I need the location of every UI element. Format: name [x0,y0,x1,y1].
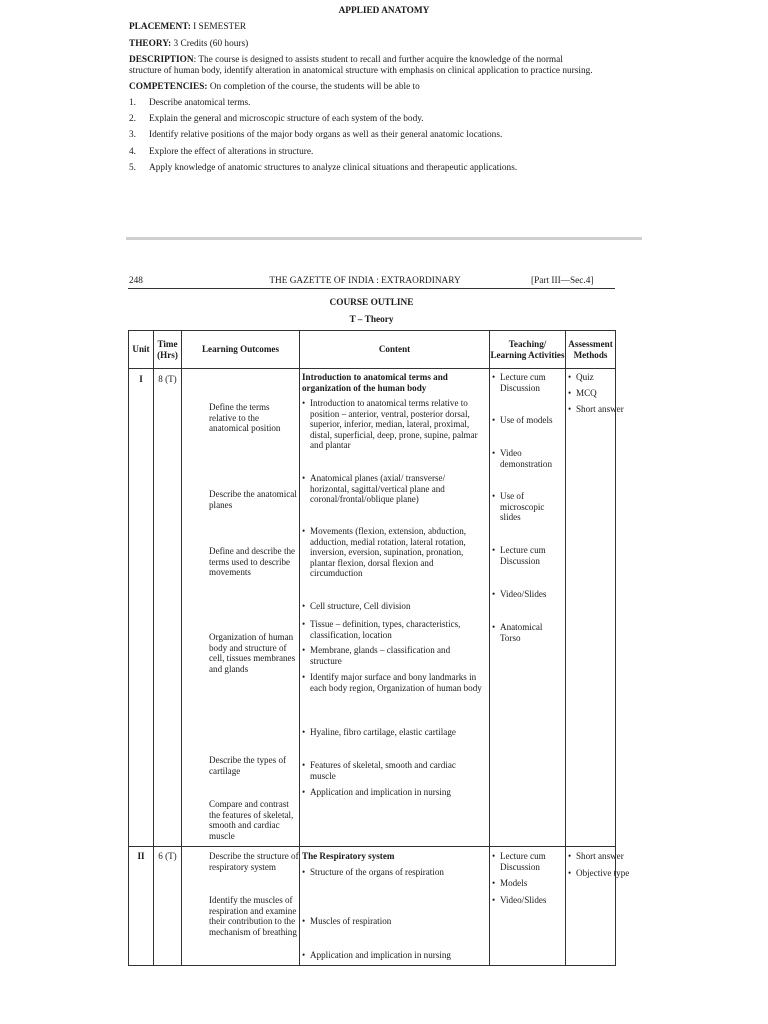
unit-number: I [139,374,143,384]
content-item: • Hyaline, fibro cartilage, elastic cartilage [310,727,488,738]
content-item: • Muscles of respiration [310,916,488,927]
document-title: APPLIED ANATOMY [338,6,430,16]
unit-number: II [137,851,145,861]
activity-item: • Lecture cum Discussion [500,372,562,393]
table-row [129,369,616,847]
placement-line [129,22,246,33]
table-row [129,847,616,966]
learning-outcome: Compare and contrast the features of skeletal, smooth and cardiac muscle [209,799,294,841]
learning-outcome: Organization of human body and structure of cell, tissues membranes and glands [209,632,296,674]
content-item: • Introduction to anatomical terms relative to position – anterior, ventral, posterior dorsal, superior, inferior, median, lateral, proximal, distal, superficial, deep, prone, supine, palmar and plantar [310,398,488,451]
unit-time: 8 (T) [158,374,177,384]
column-header: Teaching/ Learning Activities [490,331,566,369]
content-item: • Identify major surface and bony landmarks in each body region, Organization of human body [310,672,488,693]
content-item: • Structure of the organs of respiration [310,867,488,878]
content-item: • Features of skeletal, smooth and cardiac muscle [310,760,470,781]
activity-item: • Video/Slides [500,589,562,600]
column-header: Content [300,331,490,369]
description-line1: : The course is designed to assists student to recall and further acquire the knowledge of the normal [193,55,563,65]
activity-item: • Use of models [500,415,562,426]
course-outline-table [128,330,630,966]
column-header: Learning Outcomes [182,331,300,369]
content-item: • Tissue – definition, types, characteristics, classification, location [310,619,480,640]
list-item: Apply knowledge of anatomic structures to analyze clinical situations and therapeutic applications. [149,163,518,173]
learning-outcome: Define the terms relative to the anatomical position [209,402,281,433]
description-label: DESCRIPTION [129,55,194,65]
content-item: • Movements (flexion, extension, abduction, adduction, medial rotation, lateral rotation, inversion, eversion, supination, pronation, plantar flexion, dorsal flexion and circumduction [310,526,482,579]
list-number: 3. [129,130,136,140]
assessment-item: • Quiz [576,372,616,383]
list-number: 1. [129,98,136,108]
learning-outcome: Describe the types of cartilage [209,755,287,776]
header-rule [128,288,615,289]
activity-item: • Anatomical Torso [500,622,562,643]
content-item: • Application and implication in nursing [310,950,488,961]
assessment-item: • Short answer [576,851,636,862]
description-line2: structure of human body, identify alteration in anatomical structure with emphasis on clinical application to practice nursing. [129,66,593,76]
column-header: Unit [129,331,154,369]
theory-value: 3 Credits (60 hours) [173,39,249,49]
assessment-item: • MCQ [576,388,616,399]
assessment-item: • Objective type [576,868,636,879]
table-header-row [129,331,616,369]
assessment-item: • Short answer [576,404,636,415]
page-divider [126,237,642,240]
activity-item: • Models [500,878,562,889]
placement-value: I SEMESTER [193,22,247,32]
activity-item: • Lecture cum Discussion [500,545,562,566]
activity-item: • Lecture cum Discussion [500,851,562,872]
unit-time: 6 (T) [158,851,177,861]
learning-outcome: Describe the anatomical planes [209,489,297,510]
gazette-title: THE GAZETTE OF INDIA : EXTRAORDINARY [269,276,461,286]
content-item: • Anatomical planes (axial/ transverse/ horizontal, sagittal/vertical plane and coronal/frontal/oblique plane) [310,473,470,505]
column-header: Time (Hrs) [154,331,182,369]
content-heading: Introduction to anatomical terms and organization of the human body [302,372,448,393]
activity-item: • Video/Slides [500,895,562,906]
outline-title: COURSE OUTLINE [329,298,414,308]
competencies-label: COMPETENCIES: [129,82,208,92]
competencies-line [129,82,420,93]
content-heading: The Respiratory system [302,851,395,861]
placement-label: PLACEMENT: [129,22,191,32]
list-item: Explore the effect of alterations in structure. [149,147,314,157]
list-number: 2. [129,114,136,124]
theory-label: THEORY: [129,39,172,49]
content-item: • Membrane, glands – classification and structure [310,645,470,666]
list-number: 5. [129,163,136,173]
competencies-value: On completion of the course, the students will be able to [209,82,420,92]
activity-item: • Video demonstration [500,448,562,469]
list-number: 4. [129,147,136,157]
page-number: 248 [129,276,143,286]
outline-subtitle: T – Theory [349,315,394,325]
list-item: Describe anatomical terms. [149,98,251,108]
learning-outcome: Identify the muscles of respiration and examine their contribution to the mechanism of breathing [209,895,297,937]
content-item: • Application and implication in nursing [310,787,488,798]
list-item: Identify relative positions of the major body organs as well as their general anatomic locations. [149,130,503,140]
learning-outcome: Describe the structure of respiratory system [209,851,299,872]
content-item: • Cell structure, Cell division [310,601,488,612]
column-header: Assessment Methods [566,331,616,369]
list-item: Explain the general and microscopic structure of each system of the body. [149,114,424,124]
description-paragraph [129,55,619,77]
activity-item: • Use of microscopic slides [500,491,560,523]
theory-line [129,39,248,50]
gazette-part: [Part III—Sec.4] [531,276,594,286]
learning-outcome: Define and describe the terms used to describe movements [209,546,296,577]
